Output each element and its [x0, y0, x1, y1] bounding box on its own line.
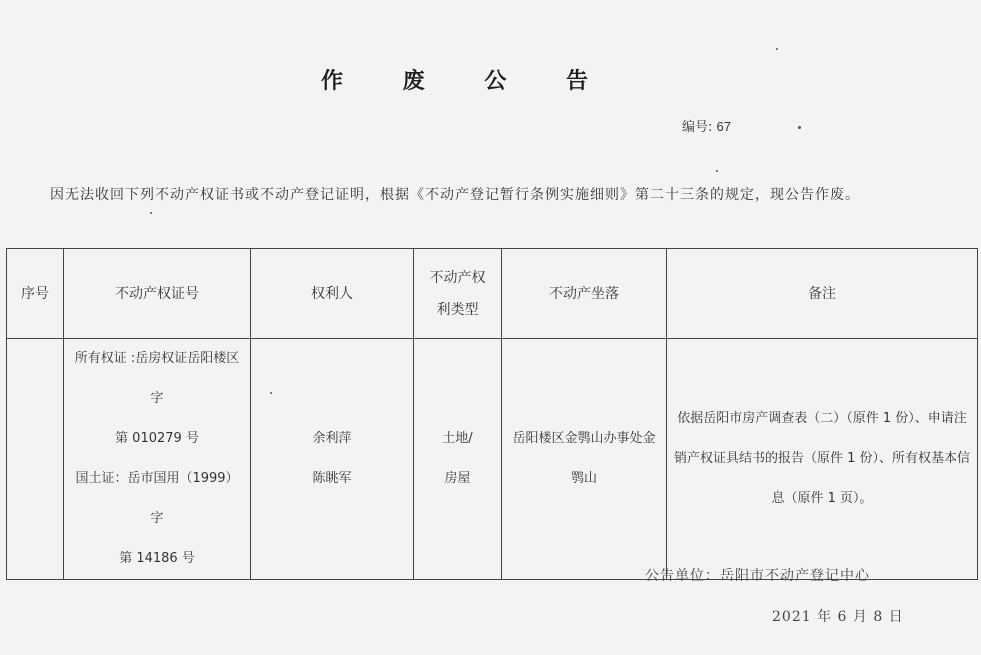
header-index: 序号 [7, 249, 64, 339]
issue-date: 2021 年 6 月 8 日 [772, 609, 904, 625]
document-number-value: 67 [716, 119, 731, 134]
issuing-unit: 公告单位：岳阳市不动产登记中心 [645, 568, 870, 584]
void-certificate-table [6, 248, 978, 580]
scan-speck [776, 48, 778, 50]
table-header-row [7, 249, 978, 339]
remark-line: 依据岳阳市房产调查表（二）（原件 1 份）、申请注 [677, 411, 967, 426]
remark-line: 销产权证具结书的报告（原件 1 份）、所有权基本信 [673, 451, 971, 466]
document-number-label: 编号: [682, 120, 713, 135]
cert-line: 第 14186 号 [119, 551, 195, 566]
holder-name: 陈眺军 [312, 471, 352, 486]
cell-location [502, 339, 667, 580]
cert-line: 所有权证 :岳房权证岳阳楼区字 [74, 351, 240, 406]
header-remark: 备注 [667, 249, 978, 339]
right-type-line: 土地/ [442, 431, 473, 446]
cell-remark [667, 339, 978, 580]
document-number [682, 116, 731, 135]
header-right-type-line1: 不动产权 [429, 269, 486, 286]
location-line: 岳阳楼区金鹗山办事处金 [512, 431, 656, 446]
scan-speck [270, 392, 272, 394]
header-location: 不动产坐落 [502, 249, 667, 339]
location-line: 鹗山 [570, 471, 597, 486]
scan-speck [798, 126, 801, 129]
header-cert-no: 不动产权证号 [64, 249, 251, 339]
cell-cert-no [64, 339, 251, 580]
cell-index [7, 339, 64, 580]
cert-line: 第 010279 号 [115, 431, 199, 446]
cell-holder [251, 339, 414, 580]
cell-right-type [414, 339, 502, 580]
cert-line: 国土证：岳市国用（1999）字 [75, 471, 239, 526]
scan-speck [150, 212, 152, 214]
header-right-type-line2: 利类型 [436, 301, 479, 318]
table-row [7, 339, 978, 580]
document-title: 作 废 公 告 [321, 69, 614, 94]
intro-paragraph: 因无法收回下列不动产权证书或不动产登记证明，根据《不动产登记暂行条例实施细则》第二十三条的规定，现公告作废。 [50, 187, 860, 203]
scan-speck [716, 170, 718, 172]
right-type-line: 房屋 [444, 471, 471, 486]
header-holder: 权利人 [251, 249, 414, 339]
header-right-type [414, 249, 502, 339]
remark-line: 息（原件 1 页）。 [771, 491, 873, 506]
holder-name: 余利萍 [312, 431, 352, 446]
